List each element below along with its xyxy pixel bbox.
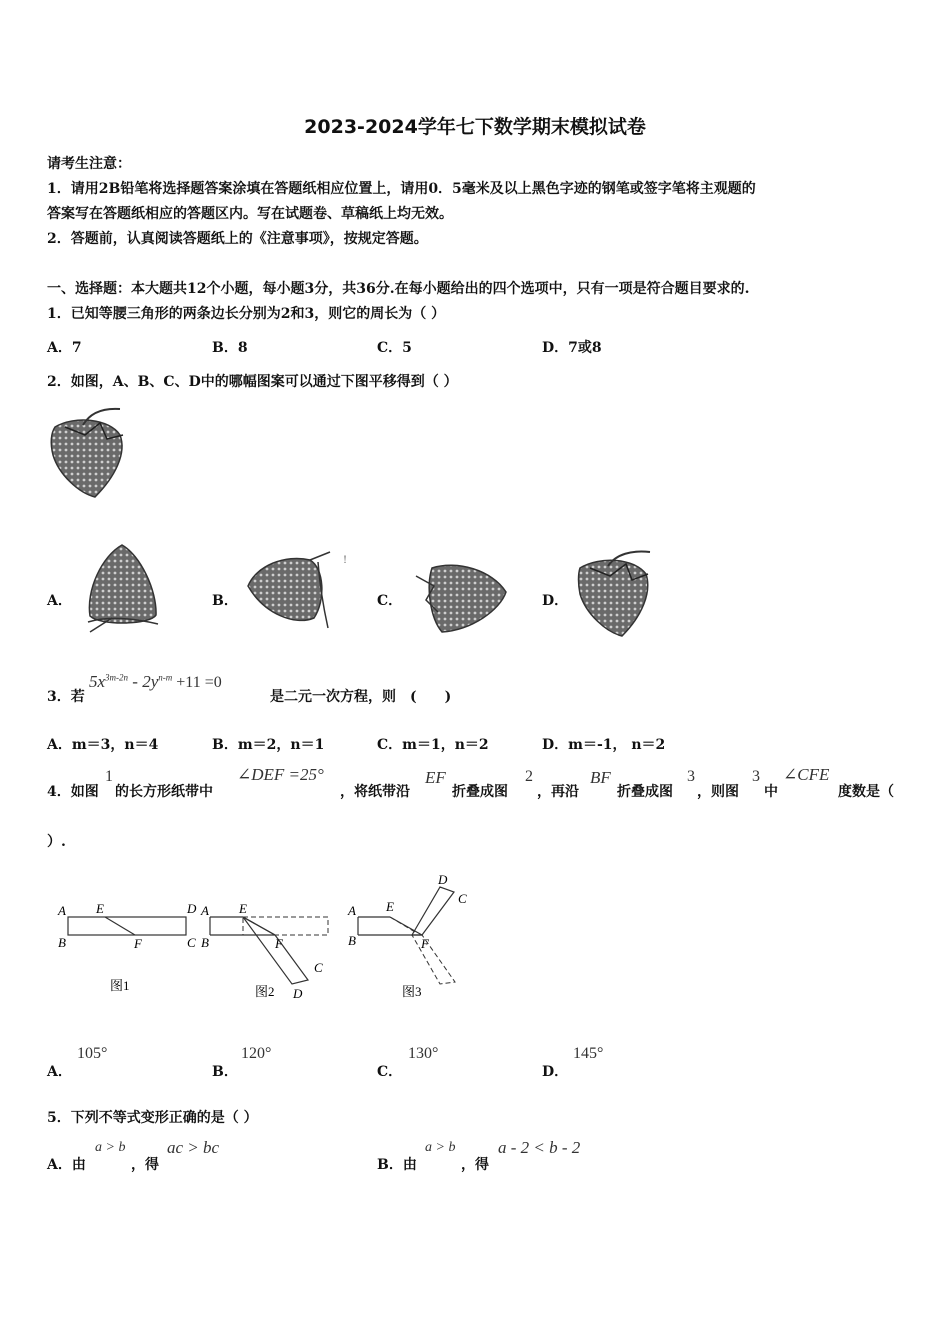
q3-suffix: 是二元一次方程，则 ( ) [270, 689, 452, 705]
q2-stem: 2．如图，A、B、C、D中的哪幅图案可以通过下图平移得到（ ） [47, 374, 458, 390]
fig1-label-b: B [58, 935, 66, 950]
strawberry-option-a[interactable] [82, 540, 162, 635]
fig1-label-e: E [96, 901, 104, 916]
q4-text-9: 度数是（ [838, 784, 894, 800]
q4-text-7: ，则图 [697, 784, 739, 800]
q5-option-b-result: a - 2 < b - 2 [498, 1138, 581, 1157]
fig2-label-f: F [275, 936, 283, 951]
eq-exp-a: 3m-2n [105, 672, 129, 683]
fig3-label-b: B [348, 933, 356, 948]
q4-text-line2: ）. [47, 834, 66, 850]
q3-equation [89, 672, 222, 692]
notice-line-2: 答案写在答题纸相应的答题区内。写在试题卷、草稿纸上均无效。 [47, 206, 453, 222]
q4-text-2: 的长方形纸带中 [115, 784, 213, 800]
q5-stem: 5．下列不等式变形正确的是（ ） [47, 1110, 258, 1126]
q4-option-b[interactable]: B． [212, 1064, 238, 1080]
q5-option-a-prefix[interactable]: A．由 [47, 1157, 86, 1173]
q4-value-c: 130° [408, 1045, 439, 1062]
fig1-label-f: F [134, 936, 142, 951]
fig1-caption: 图1 [110, 978, 130, 993]
fig2-label-a: A [201, 903, 209, 918]
q5-option-b-mid: ，得 [461, 1157, 489, 1173]
fig1-label-d: D [187, 901, 197, 916]
eq-term-a: 5x [89, 672, 106, 691]
strawberry-option-d[interactable] [572, 546, 654, 640]
q4-value-b: 120° [241, 1045, 272, 1062]
fig2-label-b: B [201, 935, 209, 950]
fig2-label-d: D [293, 986, 303, 1001]
q4-option-a[interactable]: A． [47, 1064, 72, 1080]
strawberry-option-c[interactable] [412, 556, 512, 636]
q4-fig-num-3: 3 [687, 768, 695, 785]
q2-option-c[interactable]: C． [377, 593, 403, 609]
q4-angle-def: ∠DEF =25° [237, 765, 324, 784]
q3-option-b[interactable]: B．m＝2，n＝1 [212, 737, 325, 753]
q5-option-a-condition: a > b [95, 1140, 126, 1155]
q4-text-5: ，再沿 [537, 784, 579, 800]
strawberry-reference-figure [45, 405, 127, 501]
fig1-label-c: C [187, 935, 196, 950]
fig2-caption: 图2 [255, 984, 275, 999]
q2-option-d[interactable]: D． [542, 593, 569, 609]
q2-option-b[interactable]: B． [212, 593, 238, 609]
notice-heading: 请考生注意： [47, 156, 131, 172]
q4-text-6: 折叠成图 [617, 784, 673, 800]
strawberry-option-b[interactable] [240, 548, 335, 630]
page-title: 2023-2024学年七下数学期末模拟试卷 [304, 116, 646, 138]
q4-fig-num-2: 2 [525, 768, 533, 785]
fig2-label-e: E [239, 901, 247, 916]
q4-value-d: 145° [573, 1045, 604, 1062]
eq-exp-b: n-m [158, 672, 173, 683]
fig3-label-a: A [348, 903, 356, 918]
q5-option-a-mid: ，得 [131, 1157, 159, 1173]
fig3-label-c: C [458, 891, 467, 906]
q1-option-a[interactable]: A．7 [47, 340, 82, 356]
q5-option-b-condition: a > b [425, 1140, 456, 1155]
fig3-label-f: F [421, 936, 429, 951]
fig2-label-c: C [314, 960, 323, 975]
q4-fig-num-1: 1 [105, 768, 113, 785]
q4-text-4: 折叠成图 [452, 784, 508, 800]
eq-term-c: +11 =0 [172, 674, 222, 691]
q1-option-b[interactable]: B．8 [212, 340, 248, 356]
q3-prefix: 3．若 [47, 689, 85, 705]
q5-option-b-prefix[interactable]: B．由 [377, 1157, 417, 1173]
q3-option-a[interactable]: A．m＝3，n＝4 [47, 737, 159, 753]
q4-option-d[interactable]: D． [542, 1064, 569, 1080]
q4-option-c[interactable]: C． [377, 1064, 403, 1080]
fig1-label-a: A [58, 903, 66, 918]
notice-line-3: 2．答题前，认真阅读答题纸上的《注意事项》，按规定答题。 [47, 231, 428, 247]
folding-diagram [50, 870, 480, 1005]
q4-text-8: 中 [764, 784, 778, 800]
section-heading: 一、选择题：本大题共12个小题，每小题3分，共36分.在每小题给出的四个选项中，只有一项是符合题目要求的. [47, 281, 750, 297]
q4-line-ef: EF [425, 768, 446, 787]
q4-value-a: 105° [77, 1045, 108, 1062]
q3-option-c[interactable]: C．m＝1，n＝2 [377, 737, 489, 753]
q1-option-c[interactable]: C．5 [377, 340, 412, 356]
q5-option-a-result: ac > bc [167, 1138, 220, 1157]
eq-term-b: - 2y [128, 672, 159, 691]
q4-line-bf: BF [590, 768, 611, 787]
q4-text-1: 4．如图 [47, 784, 99, 800]
fig3-caption: 图3 [402, 984, 422, 999]
q4-fig-num-4: 3 [752, 768, 760, 785]
q4-text-3: ，将纸带沿 [340, 784, 410, 800]
q1-option-d[interactable]: D．7或8 [542, 340, 602, 356]
fig3-label-e: E [386, 899, 394, 914]
fig3-label-d: D [438, 872, 448, 887]
q4-angle-cfe: ∠CFE [783, 765, 830, 784]
notice-line-1: 1．请用2B铅笔将选择题答案涂填在答题纸相应位置上，请用0．5毫米及以上黑色字迹的钢笔或签字笔将主观题的 [47, 181, 756, 197]
stray-mark: ! [343, 555, 348, 566]
q3-option-d[interactable]: D．m＝-1， n＝2 [542, 737, 666, 753]
q2-option-a[interactable]: A． [47, 593, 72, 609]
q1-stem: 1．已知等腰三角形的两条边长分别为2和3，则它的周长为（ ） [47, 306, 446, 322]
